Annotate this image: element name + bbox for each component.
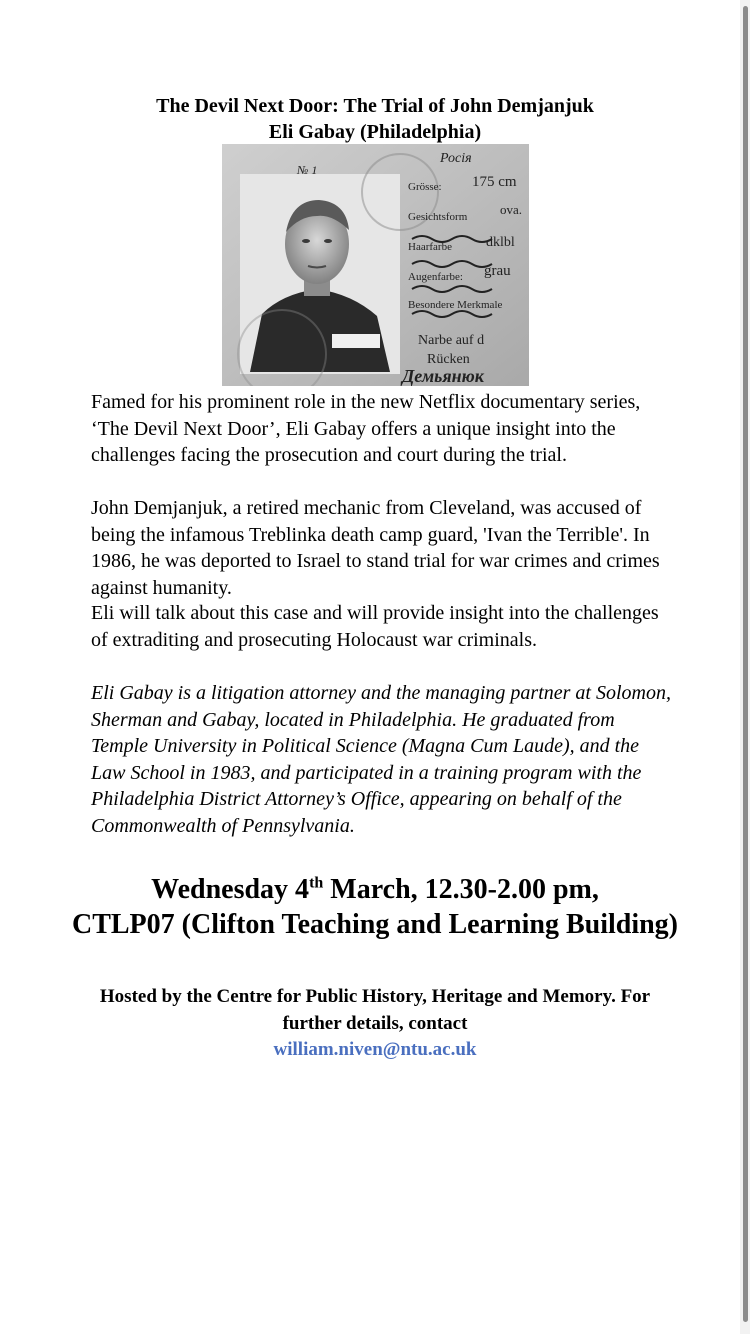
card-augenfarbe-label: Augenfarbe:: [408, 271, 463, 283]
paragraph-text: John Demjanjuk, a retired mechanic from Cleveland, was accused of being the infamous Treblinka death camp guard, 'Ivan the Terrible'. In 1986, he was deported to Israel to stand trial for war crimes and crimes against humanity.: [91, 497, 660, 599]
intro-paragraph: [91, 389, 671, 469]
background-paragraph: [91, 495, 671, 601]
card-narbe: Narbe auf d: [418, 333, 485, 348]
event-details: [60, 872, 690, 942]
card-haarfarbe-value: dklbl: [486, 235, 515, 250]
speaker-subtitle: Eli Gabay (Philadelphia): [268, 121, 482, 143]
card-haarfarbe-label: Haarfarbe: [408, 241, 452, 253]
card-signature: Демьянюк: [402, 366, 484, 386]
paragraph-text: Eli will talk about this case and will provide insight into the challenges of extraditing and prosecuting Holocaust war criminals.: [91, 602, 659, 651]
page-title: The Devil Next Door: The Trial of John Demjanjuk: [156, 95, 594, 117]
paragraph-text: Famed for his prominent role in the new Netflix documentary series, ‘The Devil Next Door’, Eli Gabay offers a unique insight into the challenges facing the prosecution and court during the trial.: [91, 391, 641, 466]
date-suffix: th: [309, 874, 324, 892]
id-card-photo: [222, 144, 529, 386]
card-gesichtsform-label: Gesichtsform: [408, 211, 468, 223]
contact-email-link[interactable]: william.niven@ntu.ac.uk: [273, 1039, 477, 1060]
host-info: Hosted by the Centre for Public History, Heritage and Memory. For further details, contact: [99, 986, 651, 1034]
card-merkmale-label: Besondere Merkmale: [408, 299, 503, 311]
scrollbar-thumb[interactable]: [743, 6, 748, 1322]
card-mark: № 1: [297, 163, 318, 177]
paragraph-text: Eli Gabay is a litigation attorney and the managing partner at Solomon, Sherman and Gabay, located in Philadelphia. He graduated from Temple University in Political Science (Magna Cum Laude), and the Law School in 1983, and participated in a training program with the Philadelphia District Attorney’s Office, appearing on behalf of the Commonwealth of Pennsylvania.: [91, 682, 671, 837]
event-date: Wednesday 4: [151, 874, 310, 905]
card-gesichtsform-value: ova.: [500, 202, 523, 217]
card-header: Росія: [440, 151, 472, 166]
card-groesse-value: 175 cm: [472, 174, 517, 190]
card-groesse-label: Grösse:: [408, 181, 442, 193]
event-location: CTLP07 (Clifton Teaching and Learning Building): [71, 909, 679, 940]
speaker-bio: [91, 680, 671, 839]
scrollbar[interactable]: [740, 0, 750, 1334]
card-ruecken: Rücken: [427, 352, 470, 367]
card-augenfarbe-value: grau: [484, 263, 511, 279]
event-time: March, 12.30-2.00 pm,: [323, 874, 599, 905]
talk-paragraph: [91, 600, 671, 653]
